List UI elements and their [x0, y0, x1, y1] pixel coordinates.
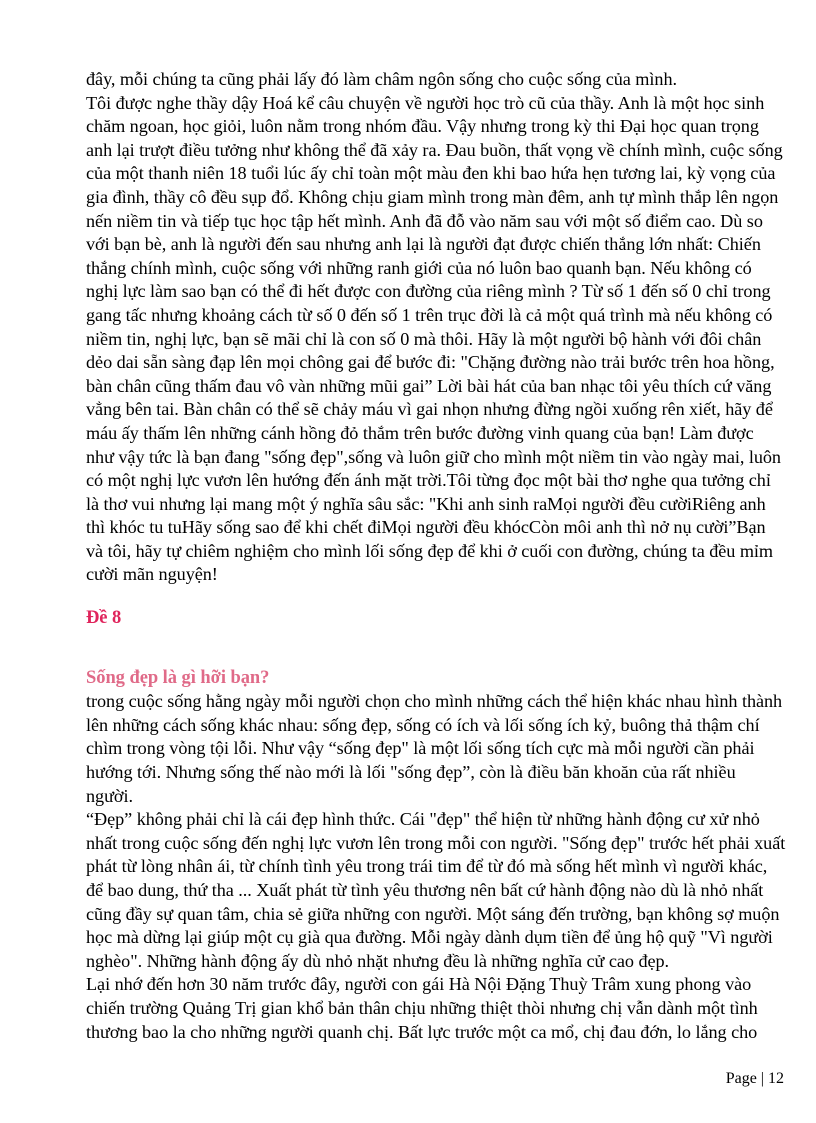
page-number: 12 [768, 1070, 784, 1087]
page-content [86, 68, 786, 1044]
paragraph-story: Tôi được nghe thầy dậy Hoá kể câu chuyện về người học trò cũ của thầy. Anh là một học sinh chăm ngoan, học giỏi, luôn nằm trong nhóm đầu. Vậy nhưng trong kỳ thi Đại học quan trọng anh lại trượt điều tưởng như không thể đã xảy ra. Đau buồn, thất vọng về chính mình, cuộc sống của một thanh niên 18 tuổi lúc ấy chỉ toàn một màu đen khi bao hứa hẹn tương lai, kỳ vọng của gia đình, thầy cô đều sụp đổ. Không chịu giam mình trong màn đêm, anh tự mình thắp lên ngọn nến niềm tin và tiếp tục học tập hết mình. Anh đã đỗ vào năm sau với một số điểm cao. Dù so với bạn bè, anh là người đến sau nhưng anh lại là người đạt được chiến thắng lớn nhất: Chiến thắng chính mình, cuộc sống với những ranh giới của nó luôn bao quanh bạn. Nếu không có nghị lực làm sao bạn có thể đi hết được con đường của riêng mình ? Từ số 1 đến số 0 chỉ trong gang tấc nhưng khoảng cách từ số 0 đến số 1 trên trục đời là cả một quá trình mà nếu không có niềm tin, nghị lực, bạn sẽ mãi chỉ là con số 0 mà thôi. Hãy là một người bộ hành với đôi chân dẻo dai sẵn sàng đạp lên mọi chông gai để bước đi: "Chặng đường nào trải bước trên hoa hồng, bàn chân cũng thấm đau vô vàn những mũi gai” Lời bài hát của ban nhạc tôi yêu thích cứ văng vẳng bên tai. Bàn chân có thể sẽ chảy máu vì gai nhọn nhưng đừng ngồi xuống rên xiết, hãy để máu ấy thấm lên những cánh hồng đỏ thắm trên bước đường vinh quang của bạn! Làm được như vậy tức là bạn đang "sống đẹp",sống và luôn giữ cho mình một niềm tin vào ngày mai, luôn có một nghị lực vươn lên hướng đến ánh mặt trời.Tôi từng đọc một bài thơ nghe qua tưởng chỉ là thơ vui nhưng lại mang một ý nghĩa sâu sắc: "Khi anh sinh raMọi người đều cườiRiêng anh thì khóc tu tuHãy sống sao để khi chết điMọi người đều khócCòn môi anh thì nở nụ cười”Bạn và tôi, hãy tự chiêm nghiệm cho mình lối sống đẹp để khi ở cuối con đường, chúng ta đều mỉm cười mãn nguyện! [86, 92, 783, 585]
section-heading: Đề 8 [86, 608, 122, 629]
paragraph-beauty: “Đẹp” không phải chỉ là cái đẹp hình thức. Cái "đẹp" thể hiện từ những hành động cư xử nhỏ nhất trong cuộc sống đến nghị lực vươn lên trong mỗi con người. "Sống đẹp" trước hết phải xuất phát từ lòng nhân ái, từ chính tình yêu trong trái tim để từ đó mà sống hết mình vì người khác, để bao dung, thứ tha ... Xuất phát từ tình yêu thương nên bất cứ hành động nào dù là nhỏ nhất cũng đầy sự quan tâm, chia sẻ giữa những con người. Một sáng đến trường, bạn không sợ muộn học mà dừng lại giúp một cụ già qua đường. Mỗi ngày dành dụm tiền để ủng hộ quỹ "Vì người nghèo". Những hành động ấy dù nhỏ nhặt nhưng đều là những nghĩa cử cao đẹp. [86, 809, 786, 971]
section-subheading: Sống đẹp là gì hỡi bạn? [86, 667, 270, 688]
page-label: Page [725, 1070, 757, 1087]
paragraph-example: Lại nhớ đến hơn 30 năm trước đây, người con gái Hà Nội Đặng Thuỳ Trâm xung phong vào chiến trường Quảng Trị gian khổ bản thân chịu những thiệt thòi nhưng chị vẫn dành một tình thương bao la cho những người quanh chị. Bất lực trước một ca mổ, chị đau đớn, lo lắng cho [86, 974, 758, 1042]
page-separator: | [760, 1070, 764, 1087]
paragraph-definition: trong cuộc sống hằng ngày mỗi người chọn cho mình những cách thể hiện khác nhau hình thành lên những cách sống khác nhau: sống đẹp, sống có ích và lối sống ích kỷ, buông thả thậm chí chìm trong vòng tội lỗi. Như vậy “sống đẹp" là một lối sống tích cực mà mỗi người cần phải hướng tới. Nhưng sống thế nào mới là lối "sống đẹp”, còn là điều băn khoăn của rất nhiều người. [86, 691, 783, 806]
paragraph-intro: đây, mỗi chúng ta cũng phải lấy đó làm châm ngôn sống cho cuộc sống của mình. [86, 69, 677, 89]
page-footer [726, 1070, 784, 1088]
